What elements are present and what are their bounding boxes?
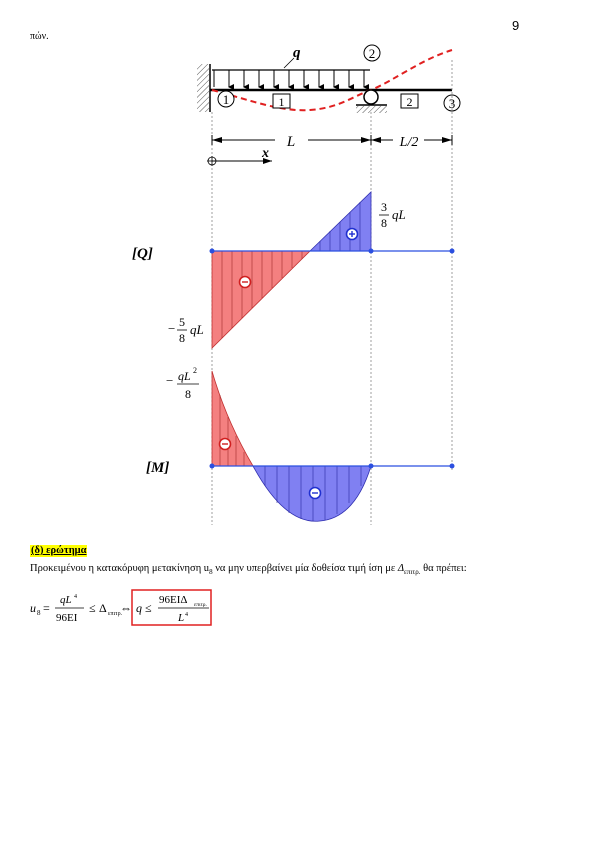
svg-text:1: 1 xyxy=(278,95,285,109)
svg-text:L: L xyxy=(178,612,185,624)
dim-L2-label: L/2 xyxy=(399,135,419,150)
svg-text:4: 4 xyxy=(74,594,77,600)
moment-title: [M] xyxy=(146,460,170,476)
svg-text:q: q xyxy=(136,601,142,615)
svg-text:≤: ≤ xyxy=(145,601,152,615)
svg-text:qL: qL xyxy=(178,369,191,383)
shear-left-value xyxy=(168,315,204,345)
svg-text:8: 8 xyxy=(185,387,191,401)
paragraph-text-mid: να μην υπερβαίνει μία δοθείσα τιμή ίση με xyxy=(212,563,398,574)
paragraph-u-sub: 8 xyxy=(209,568,213,577)
paragraph-delta: Δ xyxy=(397,563,405,574)
moment-negative-sign xyxy=(220,439,231,450)
svg-text:1: 1 xyxy=(222,92,230,107)
svg-text:−: − xyxy=(166,373,174,388)
x-label: x xyxy=(262,146,269,161)
svg-text:96EIΔ: 96EIΔ xyxy=(159,594,188,606)
svg-text:qL: qL xyxy=(60,594,72,606)
dim-L-label: L xyxy=(286,134,296,150)
moment-positive-sign xyxy=(310,488,321,499)
svg-text:qL: qL xyxy=(392,207,406,222)
fixed-support xyxy=(197,64,210,112)
section-heading: (δ) ερώτημα xyxy=(31,545,87,556)
shear-right-value xyxy=(379,200,406,230)
deflection-formula xyxy=(28,588,228,628)
distributed-load xyxy=(212,58,370,87)
section-paragraph xyxy=(30,562,467,579)
paragraph-delta-sub: επιτρ. xyxy=(404,568,421,577)
svg-text:3: 3 xyxy=(448,96,456,111)
shear-title: [Q] xyxy=(132,246,153,262)
shear-negative-sign xyxy=(240,277,251,288)
svg-text:4: 4 xyxy=(185,612,188,618)
svg-text:2: 2 xyxy=(193,366,197,375)
shear-positive-sign xyxy=(347,229,358,240)
node-label-1 xyxy=(218,91,234,107)
svg-text:=: = xyxy=(43,601,50,615)
paragraph-text-end: θα πρέπει: xyxy=(420,563,467,574)
svg-text:u: u xyxy=(30,601,36,615)
element-label-2 xyxy=(401,94,418,109)
moment-diagram xyxy=(210,371,455,521)
svg-text:8: 8 xyxy=(37,609,41,617)
load-label: q xyxy=(293,45,301,61)
page-number: 9 xyxy=(512,18,520,33)
svg-text:2: 2 xyxy=(406,95,413,109)
svg-text:3: 3 xyxy=(381,200,387,214)
page-top-fragment: πών. xyxy=(30,31,49,42)
shear-diagram xyxy=(210,192,455,348)
svg-text:5: 5 xyxy=(179,315,185,329)
svg-text:2: 2 xyxy=(368,46,376,61)
svg-text:επιτρ.: επιτρ. xyxy=(108,611,123,617)
moment-left-value xyxy=(166,366,199,401)
svg-text:8: 8 xyxy=(179,331,185,345)
svg-text:≤: ≤ xyxy=(89,601,96,615)
svg-text:8: 8 xyxy=(381,216,387,230)
svg-text:96EI: 96EI xyxy=(56,612,78,624)
svg-text:επιτρ.: επιτρ. xyxy=(194,602,207,608)
element-label-1 xyxy=(273,94,290,109)
paragraph-text-start: Προκειμένου η κατακόρυφη μετακίνηση u xyxy=(30,563,210,574)
svg-text:qL: qL xyxy=(190,322,204,337)
svg-text:Δ: Δ xyxy=(99,601,107,615)
svg-text:−: − xyxy=(168,321,176,336)
svg-text:⇔: ⇔ xyxy=(120,601,132,615)
node-label-2 xyxy=(364,45,380,61)
